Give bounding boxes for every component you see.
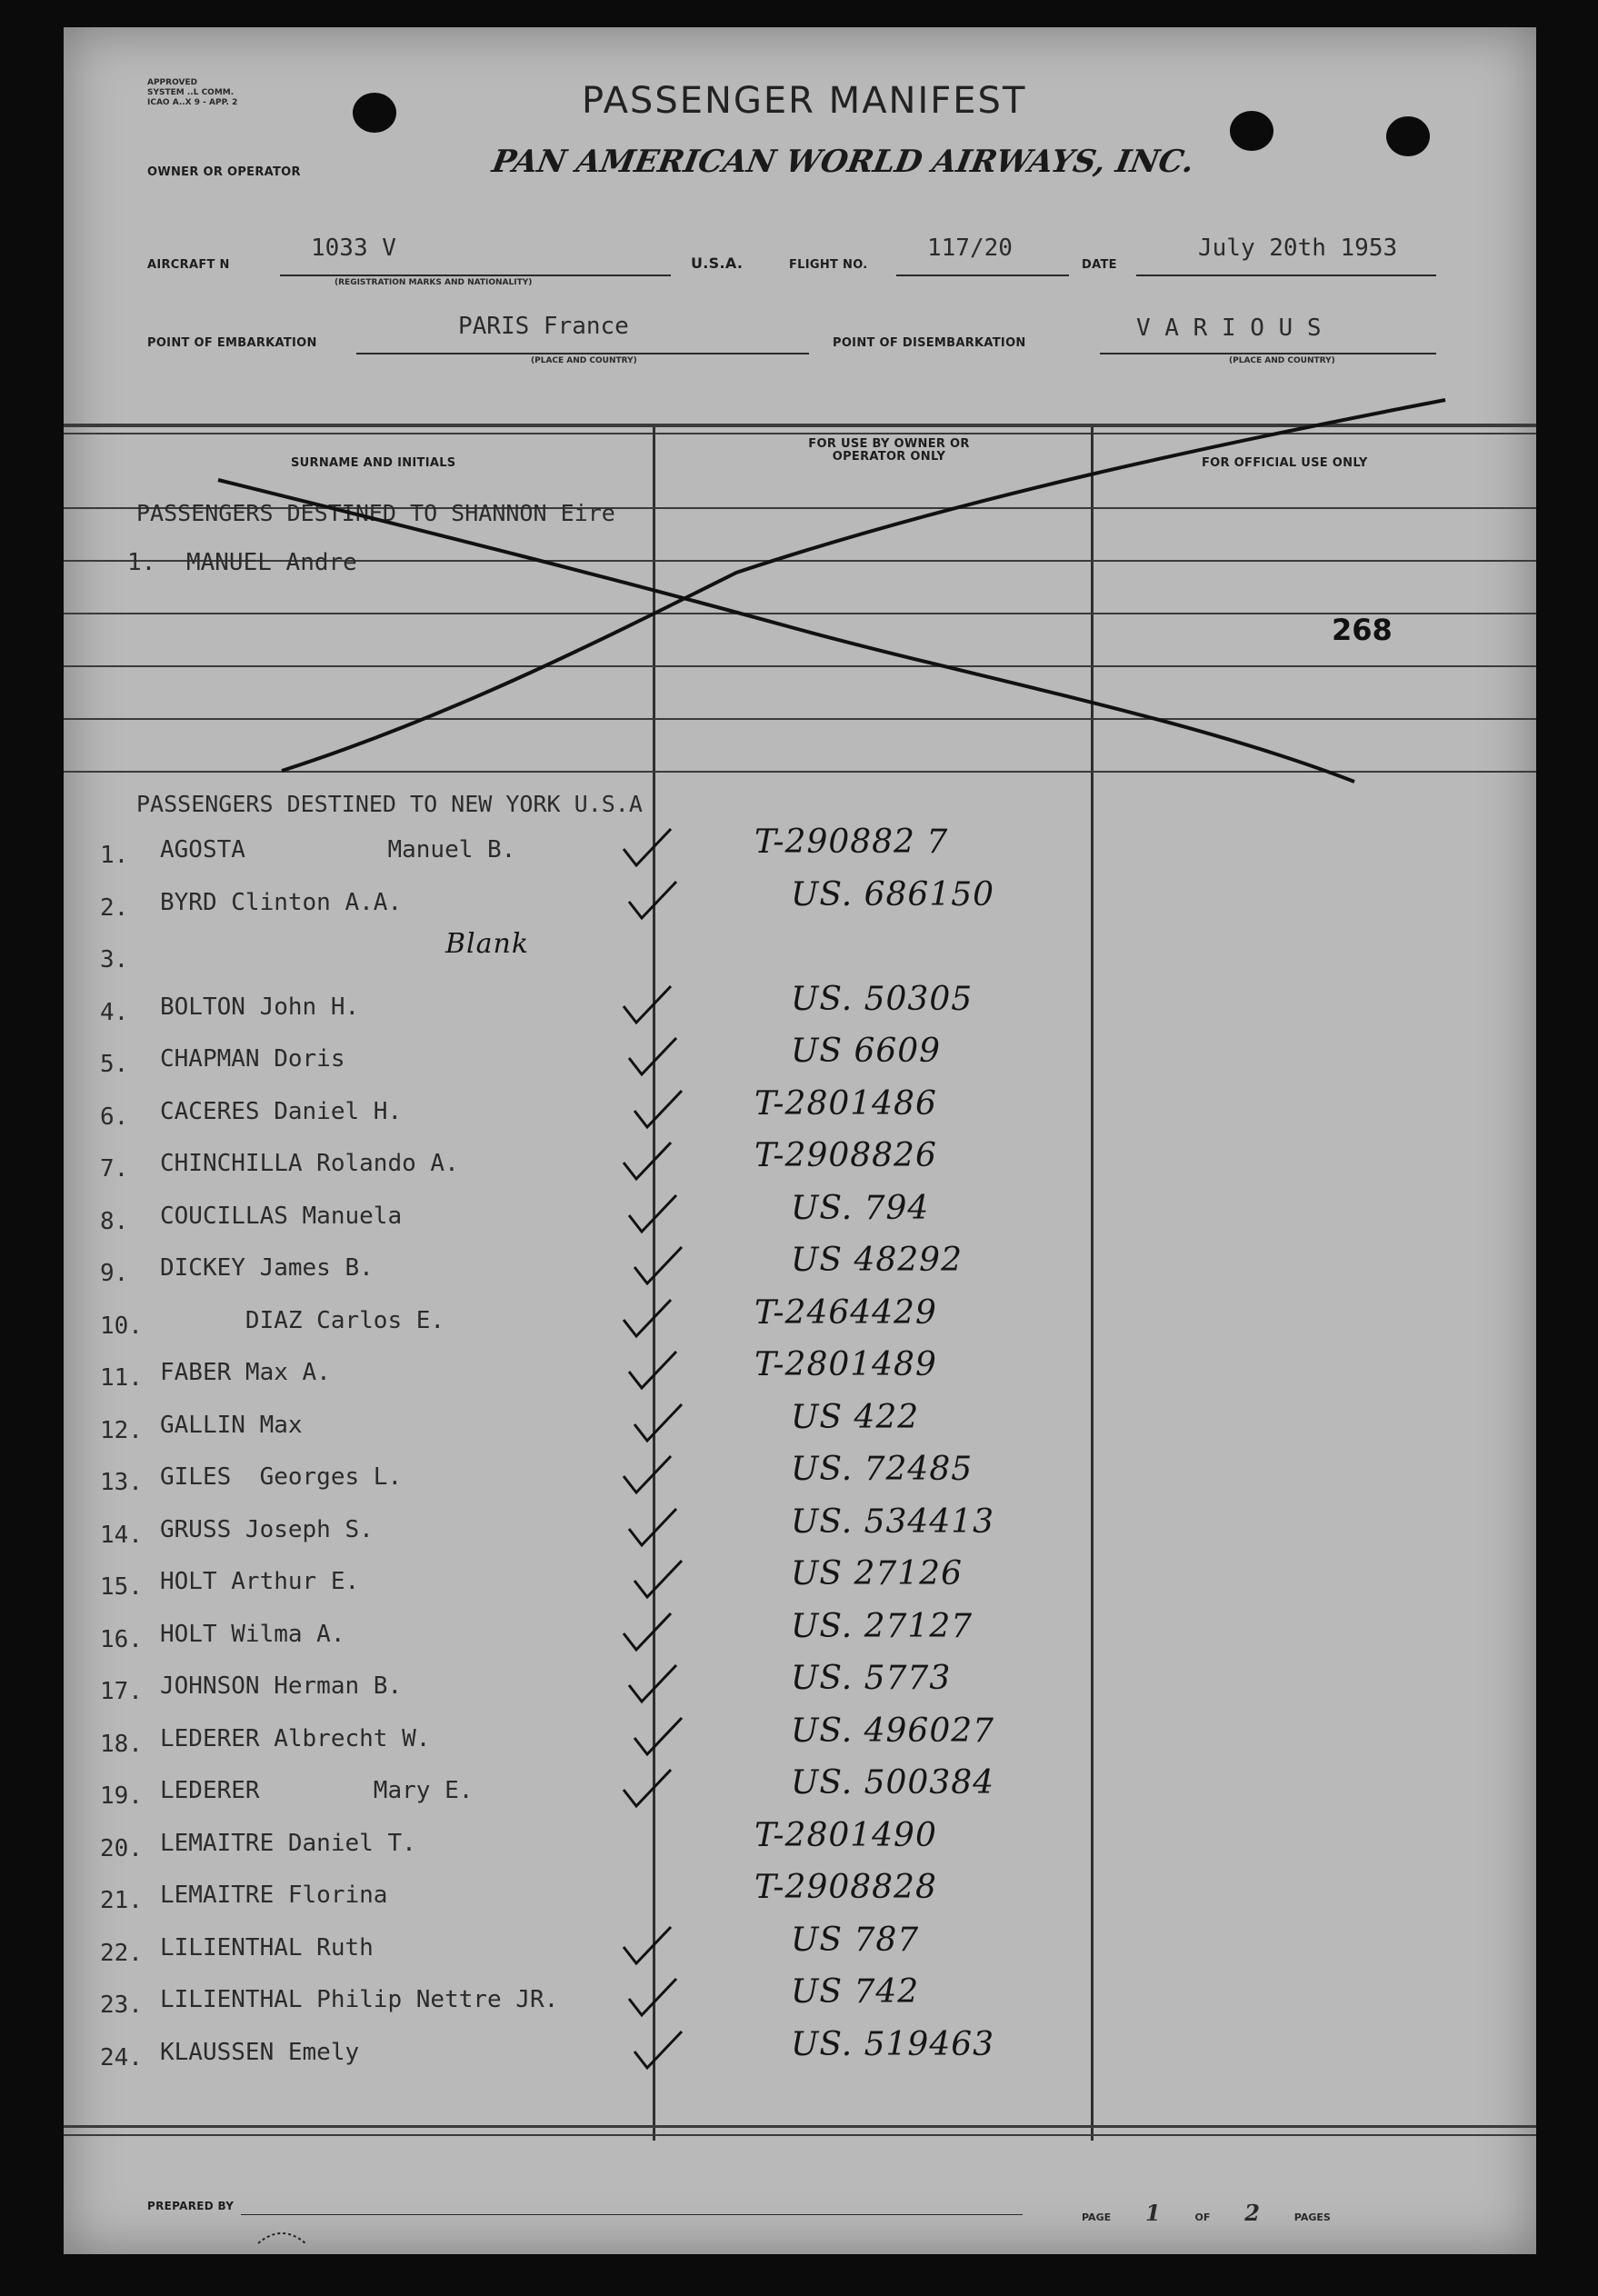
passenger-name: HOLT Wilma A. <box>160 1621 345 1648</box>
ticket-code: US 6609 <box>791 1033 942 1070</box>
check-mark-icon <box>625 1034 680 1080</box>
passenger-row <box>64 1346 1536 1397</box>
country-label: U.S.A. <box>691 255 744 272</box>
passenger-row <box>64 1033 1536 1083</box>
flight-label: FLIGHT NO. <box>789 258 868 272</box>
check-mark-icon <box>625 1975 680 2021</box>
passenger-row <box>64 1294 1536 1345</box>
passenger-row <box>64 1660 1536 1711</box>
row-number: 4. <box>100 999 129 1026</box>
passenger-name: COUCILLAS Manuela <box>160 1203 403 1230</box>
page-count: PAGE 1 OF 2 PAGES <box>1082 2200 1331 2226</box>
check-mark-icon <box>620 1610 674 1655</box>
stamp-number: 268 <box>1332 613 1393 647</box>
disembark-caption: (PLACE AND COUNTRY) <box>1229 356 1335 365</box>
passenger-row <box>64 2026 1536 2077</box>
check-mark-icon <box>631 1401 685 1446</box>
passenger-row <box>64 1137 1536 1188</box>
row-number: 16. <box>100 1626 143 1653</box>
check-mark-icon <box>631 2028 685 2073</box>
passenger-name: FABER Max A. <box>160 1359 331 1386</box>
check-mark-icon <box>620 825 674 871</box>
check-mark-icon <box>620 1766 674 1812</box>
passenger-row <box>64 1399 1536 1450</box>
row-number: 17. <box>100 1678 143 1705</box>
page-title: PASSENGER MANIFEST <box>582 80 1027 122</box>
passenger-name: BYRD Clinton A.A. <box>160 889 403 916</box>
embark-value: PARIS France <box>458 313 629 340</box>
approval-block: APPROVED SYSTEM ..L COMM. ICAO A..X 9 - APP. 2 <box>147 78 238 107</box>
check-mark-icon <box>625 878 680 923</box>
passenger-row <box>64 1869 1536 1920</box>
passenger-row <box>64 1503 1536 1554</box>
row-number: 3. <box>100 946 129 973</box>
seal-stamp <box>255 2227 309 2249</box>
passenger-name: AGOSTA Manuel B. <box>160 836 516 863</box>
prepared-by-label: PREPARED BY <box>147 2200 235 2212</box>
row-number: 8. <box>100 1208 129 1235</box>
embark-caption: (PLACE AND COUNTRY) <box>531 356 637 365</box>
check-mark-icon <box>631 1243 685 1289</box>
passenger-row <box>64 1712 1536 1763</box>
passenger-name: GALLIN Max <box>160 1412 303 1439</box>
check-mark-icon <box>625 1662 680 1707</box>
passenger-name: BOLTON John H. <box>160 993 360 1021</box>
passenger-name: HOLT Arthur E. <box>160 1568 360 1595</box>
embark-label: POINT OF EMBARKATION <box>147 336 317 350</box>
ticket-code: US. 496027 <box>791 1712 995 1750</box>
ticket-code: T-2464429 <box>754 1294 937 1332</box>
aircraft-caption: (REGISTRATION MARKS AND NATIONALITY) <box>335 278 533 287</box>
passenger-row <box>64 1451 1536 1502</box>
check-mark-icon <box>620 983 674 1028</box>
aircraft-label: AIRCRAFT N <box>147 258 230 272</box>
passenger-name: LEDERER Mary E. <box>160 1777 474 1804</box>
row-number: 21. <box>100 1887 143 1914</box>
ticket-code: US. 534413 <box>791 1503 995 1541</box>
owner-label: OWNER OR OPERATOR <box>147 165 301 179</box>
newyork-heading: PASSENGERS DESTINED TO NEW YORK U.S.A <box>136 791 643 817</box>
date-label: DATE <box>1082 258 1117 272</box>
check-mark-icon <box>625 1192 680 1237</box>
ticket-code: US. 500384 <box>791 1764 995 1802</box>
col-header-name: SURNAME AND INITIALS <box>291 456 456 470</box>
passenger-row <box>64 1817 1536 1868</box>
passenger-name: LEMAITRE Daniel T. <box>160 1830 416 1857</box>
passenger-row <box>64 1242 1536 1293</box>
ticket-code: T-2908828 <box>754 1869 937 1906</box>
date-value: July 20th 1953 <box>1198 235 1398 262</box>
passenger-row <box>64 1555 1536 1606</box>
passenger-row <box>64 876 1536 927</box>
row-number: 14. <box>100 1522 143 1549</box>
passenger-row <box>64 981 1536 1032</box>
row-number: 23. <box>100 1992 143 2019</box>
passenger-row <box>64 1922 1536 1972</box>
ticket-code: US. 27127 <box>791 1608 974 1645</box>
row-number: 15. <box>100 1573 143 1601</box>
row-number: 10. <box>100 1313 143 1340</box>
row-number: 2. <box>100 894 129 922</box>
ticket-code: US. 519463 <box>791 2026 995 2063</box>
ticket-code: US. 794 <box>791 1190 930 1227</box>
ticket-code: US. 686150 <box>791 876 995 913</box>
row-number: 6. <box>100 1103 129 1131</box>
passenger-row <box>64 1085 1536 1136</box>
disembark-label: POINT OF DISEMBARKATION <box>833 336 1026 350</box>
passenger-name: LEMAITRE Florina <box>160 1882 388 1909</box>
check-mark-icon <box>625 1348 680 1393</box>
ticket-code: T-2801486 <box>754 1085 937 1123</box>
ticket-code: US. 72485 <box>791 1451 974 1488</box>
ticket-code: T-2801489 <box>754 1346 937 1383</box>
check-mark-icon <box>620 1923 674 1969</box>
ticket-code: US. 50305 <box>791 981 974 1018</box>
passenger-name: DICKEY James B. <box>160 1254 374 1282</box>
check-mark-icon <box>631 1557 685 1602</box>
check-mark-icon <box>625 1505 680 1551</box>
ticket-code: T-2908826 <box>754 1137 937 1174</box>
aircraft-value: 1033 V <box>311 235 396 262</box>
ticket-code: US 48292 <box>791 1242 963 1279</box>
passenger-name: CHAPMAN Doris <box>160 1045 345 1073</box>
passenger-row <box>64 1764 1536 1815</box>
check-mark-icon <box>631 1087 685 1133</box>
ticket-code: US. 5773 <box>791 1660 952 1697</box>
check-mark-icon <box>620 1296 674 1342</box>
ticket-code: T-290882 7 <box>754 824 949 861</box>
passenger-row <box>64 1973 1536 2024</box>
row-number: 1. <box>100 842 129 869</box>
passenger-row <box>64 928 1536 979</box>
shannon-row: 1. MANUEL Andre <box>127 549 357 576</box>
ticket-code: US 27126 <box>791 1555 963 1592</box>
airline-name: PAN AMERICAN WORLD AIRWAYS, INC. <box>489 144 1197 180</box>
passenger-name: CHINCHILLA Rolando A. <box>160 1150 459 1177</box>
row-number: 13. <box>100 1469 143 1496</box>
row-number: 9. <box>100 1260 129 1287</box>
row-number: 24. <box>100 2044 143 2071</box>
row-number: 20. <box>100 1835 143 1862</box>
check-mark-icon <box>620 1139 674 1184</box>
passenger-name: LEDERER Albrecht W. <box>160 1725 431 1752</box>
shannon-heading: PASSENGERS DESTINED TO SHANNON Eire <box>136 500 615 526</box>
passenger-name: KLAUSSEN Emely <box>160 2039 360 2066</box>
disembark-value: V A R I O U S <box>1136 314 1322 342</box>
row-number: 12. <box>100 1417 143 1444</box>
ticket-code: US 742 <box>791 1973 920 2011</box>
row-number: 18. <box>100 1731 143 1758</box>
passenger-row <box>64 824 1536 874</box>
flight-value: 117/20 <box>927 235 1013 262</box>
passenger-name: GILES Georges L. <box>160 1463 403 1491</box>
passenger-row <box>64 1608 1536 1659</box>
manifest-sheet <box>64 27 1536 2254</box>
row-number: 19. <box>100 1782 143 1810</box>
handwritten-note: Blank <box>445 928 530 960</box>
check-mark-icon <box>620 1452 674 1498</box>
row-number: 7. <box>100 1155 129 1183</box>
row-number: 11. <box>100 1364 143 1392</box>
ticket-code: T-2801490 <box>754 1817 937 1854</box>
col-header-owner: FOR USE BY OWNER OR OPERATOR ONLY <box>808 437 970 464</box>
ticket-code: US 422 <box>791 1399 920 1436</box>
check-mark-icon <box>631 1714 685 1760</box>
row-number: 22. <box>100 1940 143 1967</box>
col-header-official: FOR OFFICIAL USE ONLY <box>1202 456 1368 470</box>
passenger-name: JOHNSON Herman B. <box>160 1672 403 1700</box>
passenger-name: GRUSS Joseph S. <box>160 1516 374 1543</box>
passenger-name: LILIENTHAL Philip Nettre JR. <box>160 1986 559 2013</box>
row-number: 5. <box>100 1051 129 1078</box>
passenger-name: DIAZ Carlos E. <box>160 1307 445 1334</box>
passenger-name: LILIENTHAL Ruth <box>160 1934 374 1962</box>
ticket-code: US 787 <box>791 1922 920 1959</box>
passenger-row <box>64 1190 1536 1241</box>
passenger-name: CACERES Daniel H. <box>160 1098 403 1125</box>
